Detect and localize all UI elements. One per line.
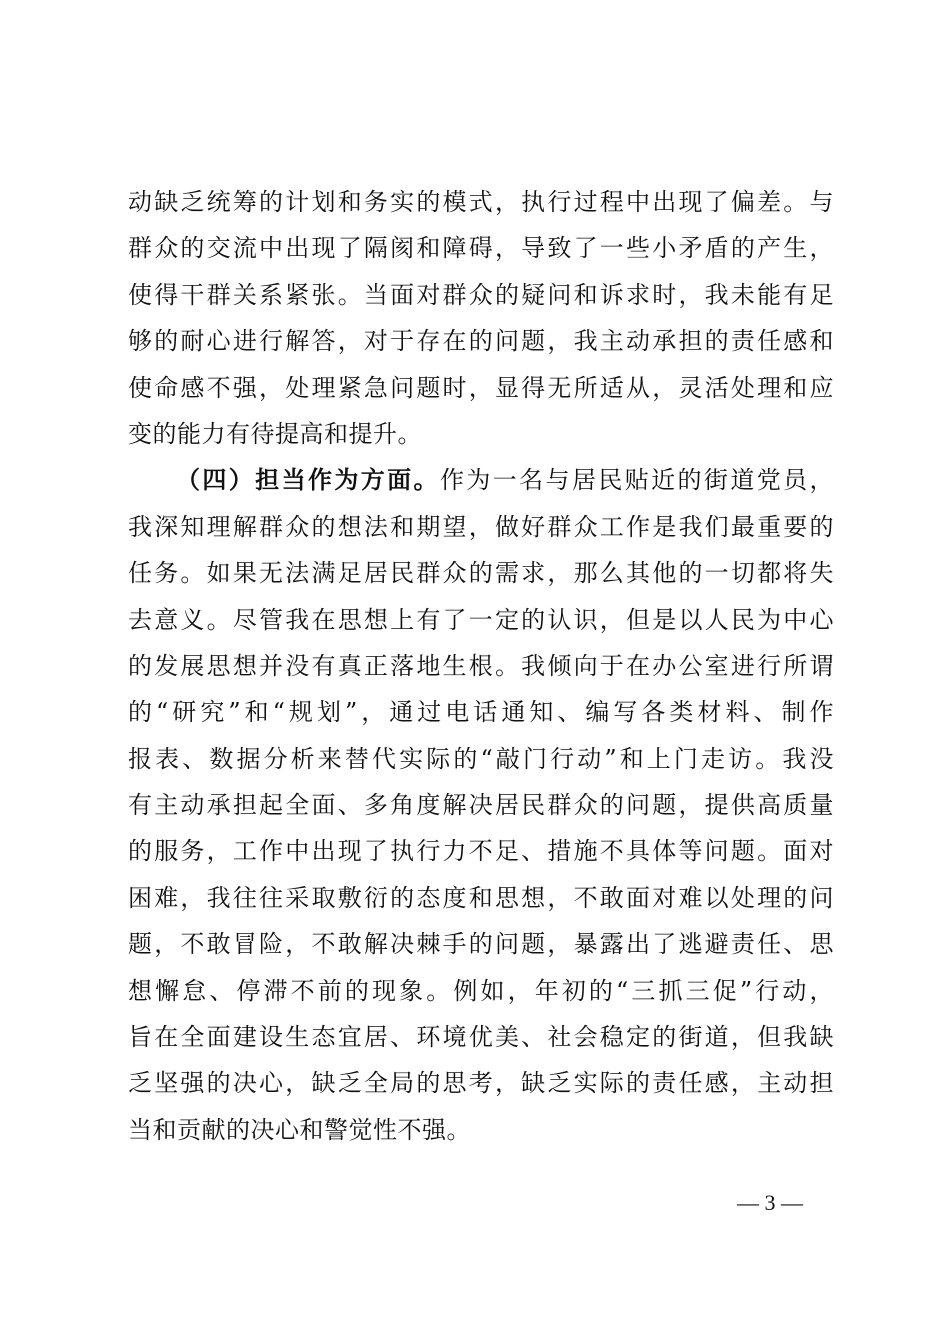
section-heading: （四）担当作为方面。 (176, 465, 440, 495)
text-line: 困难，我往往采取敷衍的态度和思想，不敢面对难以处理的问 (128, 883, 834, 912)
text-line: 当和贡献的决心和警觉性不强。 (128, 1115, 471, 1144)
text-line: 的发展思想并没有真正落地生根。我倾向于在办公室进行所谓 (128, 651, 834, 680)
text-line: 使得干群关系紧张。当面对群众的疑问和诉求时，我未能有足 (128, 280, 834, 309)
paragraph-first-line (128, 457, 834, 503)
text-line: 变的能力有待提高和提升。 (128, 419, 422, 448)
text-line: 有主动承担起全面、多角度解决居民群众的问题，提供高质量 (128, 791, 834, 820)
text-line: 旨在全面建设生态宜居、环境优美、社会稳定的街道，但我缺 (128, 1023, 834, 1052)
text-line: 的服务，工作中出现了执行力不足、措施不具体等问题。面对 (128, 837, 834, 866)
body-text (128, 179, 834, 1153)
text-line: 题，不敢冒险，不敢解决棘手的问题，暴露出了逃避责任、思 (128, 930, 834, 959)
text-line: 报表、数据分析来替代实际的“敲门行动”和上门走访。我没 (128, 744, 834, 773)
text-line: 群众的交流中出现了隔阂和障碍，导致了一些小矛盾的产生， (128, 234, 834, 263)
text-span: 作为一名与居民贴近的街道党员， (439, 466, 835, 495)
text-line: 使命感不强，处理紧急问题时，显得无所适从，灵活处理和应 (128, 373, 834, 402)
text-line: 动缺乏统筹的计划和务实的模式，执行过程中出现了偏差。与 (128, 188, 834, 216)
text-line: 任务。如果无法满足居民群众的需求，那么其他的一切都将失 (128, 559, 834, 588)
page-number: — 3 — (737, 1190, 803, 1215)
paragraph-2 (128, 457, 834, 1153)
text-line: 去意义。尽管我在思想上有了一定的认识，但是以人民为中心 (128, 605, 834, 634)
text-line: 我深知理解群众的想法和期望，做好群众工作是我们最重要的 (128, 512, 834, 541)
text-line: 乏坚强的决心，缺乏全局的思考，缺乏实际的责任感，主动担 (128, 1069, 834, 1098)
text-line: 想懈怠、停滞不前的现象。例如，年初的“三抓三促”行动， (128, 976, 834, 1005)
paragraph-1 (128, 179, 834, 457)
text-line: 够的耐心进行解答，对于存在的问题，我主动承担的责任感和 (128, 327, 834, 356)
text-line: 的“研究”和“规划”，通过电话通知、编写各类材料、制作 (128, 698, 834, 727)
